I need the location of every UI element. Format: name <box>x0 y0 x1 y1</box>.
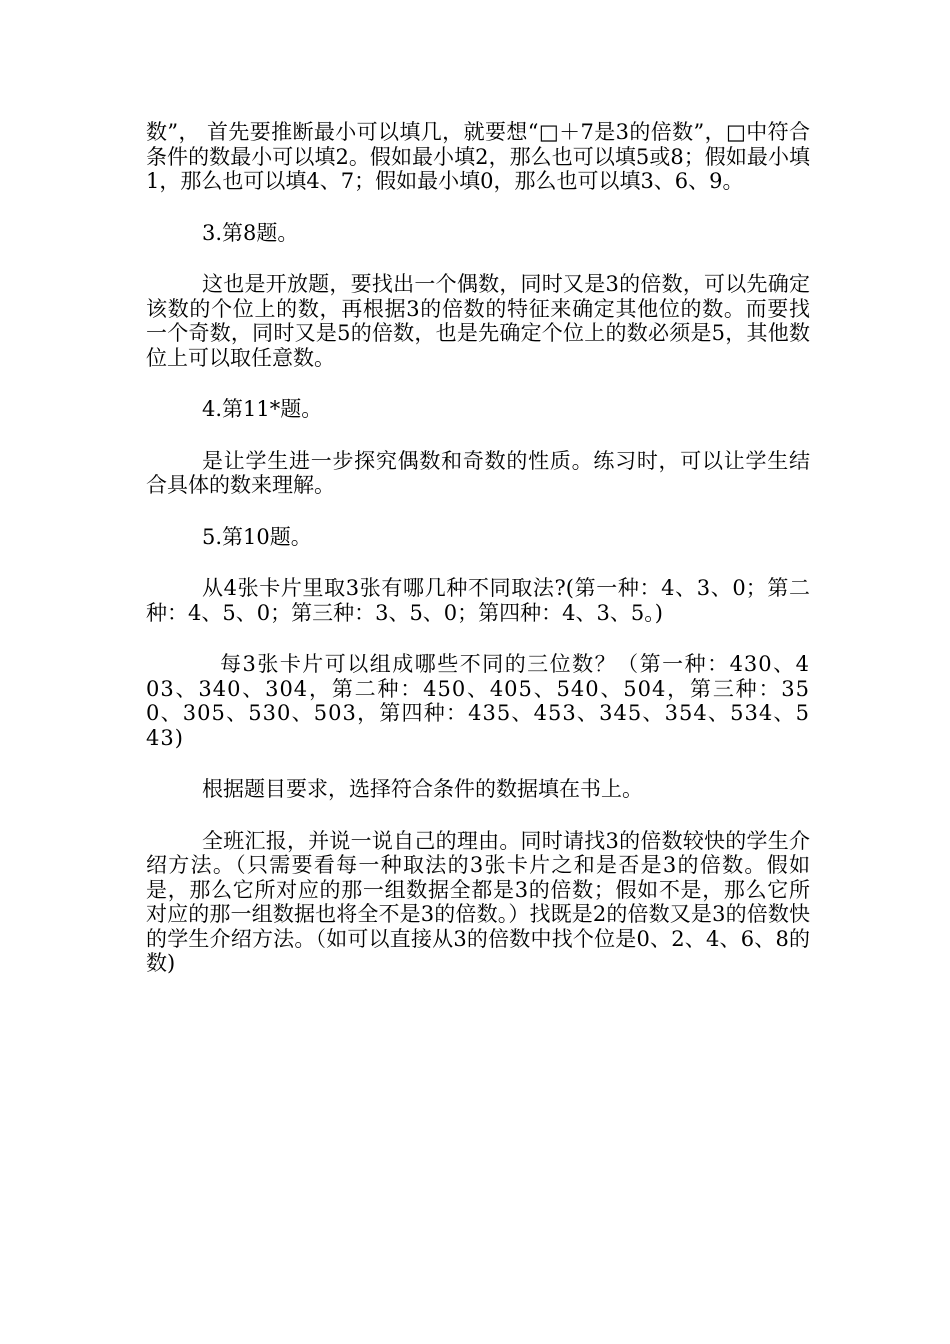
paragraph-q8: 这也是开放题，要找出一个偶数，同时又是3的倍数，可以先确定该数的个位上的数，再根据3的倍数的特征来确定其他位的数。而要找一个奇数，同时又是5的倍数，也是先确定个位上的数必须是5，其他数位上可以取任意数。 <box>146 272 810 370</box>
section-heading-q8: 3.第8题。 <box>202 220 299 245</box>
paragraph-q10-numbers: 每3张卡片可以组成哪些不同的三位数？（第一种：430、403、340、304，第二种：450、405、540、504，第三种：350、305、530、503，第四种：435、453、345、354、534、543) <box>146 652 810 750</box>
section-heading-q11: 4.第11*题。 <box>202 397 323 421</box>
document-page <box>146 120 810 1003</box>
paragraph-q10-report: 全班汇报，并说一说自己的理由。同时请找3的倍数较快的学生介绍方法。（只需要看每一种取法的3张卡片之和是否是3的倍数。假如是，那么它所对应的那一组数据全都是3的倍数；假如不是，那么它所对应的那一组数据也将全不是3的倍数。）找既是2的倍数又是3的倍数快的学生介绍方法。（如可以直接从3的倍数中找个位是0、2、4、6、8的数) <box>146 828 810 975</box>
paragraph-q10-cards: 从4张卡片里取3张有哪几种不同取法?(第一种：4、3、0；第二种：4、5、0；第三种：3、5、0；第四种：4、3、5。) <box>146 576 810 625</box>
section-heading-q10: 5.第10题。 <box>202 524 312 549</box>
paragraph-q11: 是让学生进一步探究偶数和奇数的性质。练习时，可以让学生结合具体的数来理解。 <box>146 448 810 497</box>
paragraph-q10-fill: 根据题目要求，选择符合条件的数据填在书上。 <box>202 777 643 801</box>
paragraph-continuation: 数”， 首先要推断最小可以填几，就要想“□＋7是3的倍数”，□中符合条件的数最小可以填2。假如最小填2，那么也可以填5或8；假如最小填1，那么也可以填4、7；假如最小填0，那么也可以填3、6、9。 <box>146 120 810 193</box>
